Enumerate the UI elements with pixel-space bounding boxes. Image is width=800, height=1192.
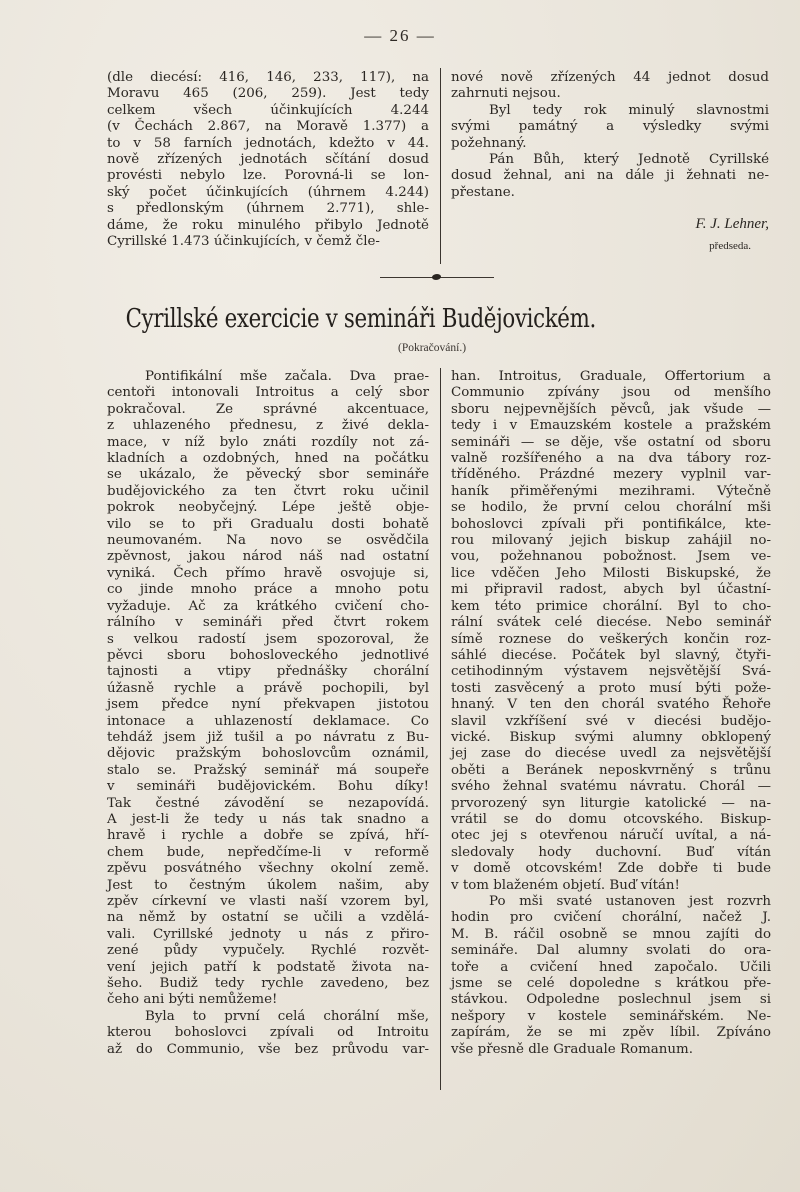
text-line: han. Introitus, Graduale, Offertorium a xyxy=(451,369,771,384)
text-line: Tak čestné závodění se nezapovídá. xyxy=(107,795,429,811)
text-line: jej zase do diecése uvedl za nejsvětější xyxy=(451,746,771,762)
text-line: (v Čechách 2.867, na Moravě 1.377) a xyxy=(107,119,429,135)
text-line: lice vděčen Jeho Milosti Biskupské, že xyxy=(451,565,771,581)
text-line: tedy i v Emauzském kostele a pražském xyxy=(451,418,771,434)
text-line: Byla to první celá chorální mše, xyxy=(145,1008,429,1024)
text-line: až do Communio, vše bez průvodu var- xyxy=(107,1041,429,1057)
text-line: se ukázalo, že pěvecký sbor semináře xyxy=(107,467,429,483)
text-line: mace, v níž bylo znáti rozdíly not zá- xyxy=(107,434,429,450)
text-line: co jinde mnoho práce a mnoho potu xyxy=(107,582,429,598)
top-right-column xyxy=(451,70,769,201)
text-line: dosud žehnal, ani na dále ji žehnati ne- xyxy=(451,168,769,184)
article-title: Cyrillské exercicie v semináři Budějovickém. xyxy=(125,304,596,334)
text-line: vou, požehnanou pobožnost. Jsem ve- xyxy=(451,549,771,565)
text-line: semináři — se děje, vše ostatní od sboru xyxy=(451,434,771,450)
text-line: Communio zpívány jsou od menšího xyxy=(451,385,771,401)
text-line: Byl tedy rok minulý slavnostmi xyxy=(489,102,769,118)
text-line: semináře. Dal alumny svolati do ora- xyxy=(451,943,771,959)
text-line: stalo se. Pražský seminář má soupeře xyxy=(107,762,429,778)
text-line: kladních a ozdobných, hned na počátku xyxy=(107,451,429,467)
article-right-column xyxy=(451,369,771,1058)
text-line: Jest to čestným úkolem našim, aby xyxy=(107,877,429,893)
text-line: pokrok neobyčejný. Lépe ještě obje- xyxy=(107,500,429,516)
text-line: prvorozený syn liturgie katolické — na- xyxy=(451,795,771,811)
text-line: tříděného. Prázdné mezery vyplnil var- xyxy=(451,467,771,483)
text-line: oběti a Beránek neposkvrněný s trůnu xyxy=(451,762,771,778)
column-rule-top xyxy=(440,68,441,264)
text-line: cetihodinným výstavem nejsvětější Svá- xyxy=(451,664,771,680)
text-line: šeho. Budiž tedy rychle zavedeno, bez xyxy=(107,976,429,992)
text-line: s předlonským (úhrnem 2.771), shle- xyxy=(107,201,429,217)
text-line: v semináři budějovickém. Bohu díky! xyxy=(107,779,429,795)
text-line: otec jej s otevřenou náručí uvítal, a ná- xyxy=(451,828,771,844)
text-line: mi připravil radost, abych byl účastní- xyxy=(451,582,771,598)
text-line: vení jejich patří k podstatě života na- xyxy=(107,959,429,975)
text-line: na němž by ostatní se učili a vzdělá- xyxy=(107,910,429,926)
text-line: símě roznese do veškerých končin roz- xyxy=(451,631,771,647)
column-rule-main xyxy=(440,368,441,1090)
text-line: vali. Cyrillské jednoty u nás z přiro- xyxy=(107,926,429,942)
text-line: ský počet účinkujících (úhrnem 4.244) xyxy=(107,184,429,200)
text-line: Pán Bůh, který Jednotě Cyrillské xyxy=(489,152,769,168)
text-line: rálního v semináři před čtvrt rokem xyxy=(107,615,429,631)
text-line: Cyrillské 1.473 účinkujících, v čemž čle- xyxy=(107,234,380,250)
text-line: M. B. ráčil osobně se mnou zajíti do xyxy=(451,926,771,942)
text-line: (dle diecésí: 416, 146, 233, 117), na xyxy=(107,70,429,85)
text-line: haník přiměřenými mezihrami. Výtečně xyxy=(451,483,771,499)
text-line: nové nově zřízených 44 jednot dosud xyxy=(451,70,769,85)
text-line: kem této primice chorální. Byl to cho- xyxy=(451,598,771,614)
text-line: sboru nejpevnějších pěvců, jak všude — xyxy=(451,401,771,417)
text-line: pokračoval. Ze správné akcentuace, xyxy=(107,401,429,417)
text-line: v tom blaženém objetí. Buď vítán! xyxy=(451,877,680,893)
text-line: slavil vzkříšení své v diecési budějo- xyxy=(451,713,771,729)
text-line: Pontifikální mše začala. Dva prae- xyxy=(145,369,429,384)
text-line: dáme, že roku minulého přibylo Jednotě xyxy=(107,217,429,233)
text-line: rální svátek celé diecése. Nebo seminář xyxy=(451,615,771,631)
text-line: vše přesně dle Graduale Romanum. xyxy=(451,1041,693,1057)
text-line: kterou bohoslovci zpívali od Introitu xyxy=(107,1025,429,1041)
signature-role: předseda. xyxy=(709,240,751,252)
text-line: hravě i rychle a dobře se zpívá, hří- xyxy=(107,828,429,844)
text-line: vyniká. Čech přímo hravě osvojuje si, xyxy=(107,565,429,581)
article-subtitle: (Pokračování.) xyxy=(398,342,467,354)
text-line: Po mši svaté ustanoven jest rozvrh xyxy=(489,894,771,909)
text-line: provésti nebylo lze. Porovná-li se lon- xyxy=(107,168,429,184)
text-line: Moravu 465 (206, 259). Jest tedy xyxy=(107,86,429,102)
text-line: svými památný a výsledky svými xyxy=(451,119,769,135)
text-line: čeho ani býti nemůžeme! xyxy=(107,992,278,1008)
text-line: zpěv církevní ve vlasti naší vzorem byl, xyxy=(107,894,429,909)
text-line: stávkou. Odpoledne poslechnul jsem si xyxy=(451,992,771,1008)
text-line: s velkou radostí jsem spozoroval, že xyxy=(107,631,429,647)
text-line: chem bude, nepředčíme-li v reformě xyxy=(107,844,429,860)
text-line: intonace a uhlazeností deklamace. Co xyxy=(107,713,429,729)
text-line: se hodilo, že první celou chorální mši xyxy=(451,500,771,516)
text-line: sáhlé diecése. Počátek byl slavný, čtyři- xyxy=(451,647,771,663)
closing-paragraph-3 xyxy=(451,152,769,201)
text-line: neumovaném. Na novo se osvědčila xyxy=(107,533,429,549)
text-line: A jest-li že tedy u nás tak snadno a xyxy=(107,811,429,827)
text-line: tosti zasvěcený a proto musí býti pože- xyxy=(451,680,771,696)
page-number: — 26 — xyxy=(364,26,436,45)
text-line: toře a cvičení hned započalo. Učili xyxy=(451,959,771,975)
text-line: zpěvu posvátného všechny okolní země. xyxy=(107,861,429,877)
text-line: pěvci sboru bohosloveckého jednotlivé xyxy=(107,647,429,663)
article-left-column xyxy=(107,369,429,1058)
closing-paragraph-1 xyxy=(451,70,769,103)
text-line: hnaný. V ten den chorál svatého Řehoře xyxy=(451,697,771,713)
text-line: jsem předce nyní překvapen jistotou xyxy=(107,697,429,713)
text-line: zené půdy vypučely. Rychlé rozvět- xyxy=(107,943,429,959)
text-line: úžasně rychle a právě pochopili, byl xyxy=(107,680,429,696)
divider-ornament-icon xyxy=(431,274,441,280)
text-line: z uhlazeného přednesu, z živé dekla- xyxy=(107,418,429,434)
text-line: rou milovaný jejich biskup zahájil no- xyxy=(451,533,771,549)
text-line: přestane. xyxy=(451,184,515,200)
text-line: valně rozšířeného a na dva tábory roz- xyxy=(451,451,771,467)
text-line: zahrnuti nejsou. xyxy=(451,86,561,102)
text-line: to v 58 farních jednotách, kdežto v 44. xyxy=(107,135,429,151)
text-line: centoři intonovali Introitus a celý sbor xyxy=(107,385,429,401)
text-line: sledovaly hody duchovní. Buď vítán xyxy=(451,844,771,860)
text-line: nově zřízených jednotách sčítání dosud xyxy=(107,152,429,168)
text-line: tajnosti a vtipy přednášky chorální xyxy=(107,664,429,680)
signature: F. J. Lehner, xyxy=(695,216,769,232)
article-paragraph xyxy=(451,894,771,1058)
text-line: vrátil se do domu otcovského. Biskup- xyxy=(451,811,771,827)
ornament-divider xyxy=(380,276,494,279)
text-line: budějovického za ten čtvrt roku učinil xyxy=(107,483,429,499)
article-paragraph xyxy=(451,369,771,894)
text-line: nešpory v kostele seminářském. Ne- xyxy=(451,1008,771,1024)
article-paragraph xyxy=(107,1009,429,1058)
text-line: vické. Biskup svými alumny obklopený xyxy=(451,729,771,745)
text-line: hodin pro cvičení chorální, načež J. xyxy=(451,910,771,926)
text-line: požehnaný. xyxy=(451,135,527,151)
text-line: bohoslovci zpívali při pontifikálce, kte- xyxy=(451,516,771,532)
text-line: zpěvnost, jakou národ náš nad ostatní xyxy=(107,549,429,565)
text-line: vilo se to při Gradualu dosti bohatě xyxy=(107,516,429,532)
text-line: v domě otcovském! Zde dobře ti bude xyxy=(451,861,771,877)
article-paragraph xyxy=(107,369,429,1009)
closing-paragraph-2 xyxy=(451,103,769,152)
text-line: jsme se celé dopoledne s krátkou pře- xyxy=(451,976,771,992)
text-line: tehdáž jsem již tušil a po návratu z Bu- xyxy=(107,729,429,745)
text-line: svého žehnal svatému návratu. Chorál — xyxy=(451,779,771,795)
text-line: vyžaduje. Ač za krátkého cvičení cho- xyxy=(107,598,429,614)
top-left-column xyxy=(107,70,429,250)
text-line: celkem všech účinkujících 4.244 xyxy=(107,102,429,118)
text-line: zapírám, že se mi zpěv líbil. Zpíváno xyxy=(451,1025,771,1041)
text-line: dějovic pražským bohoslovcům oznámil, xyxy=(107,746,429,762)
